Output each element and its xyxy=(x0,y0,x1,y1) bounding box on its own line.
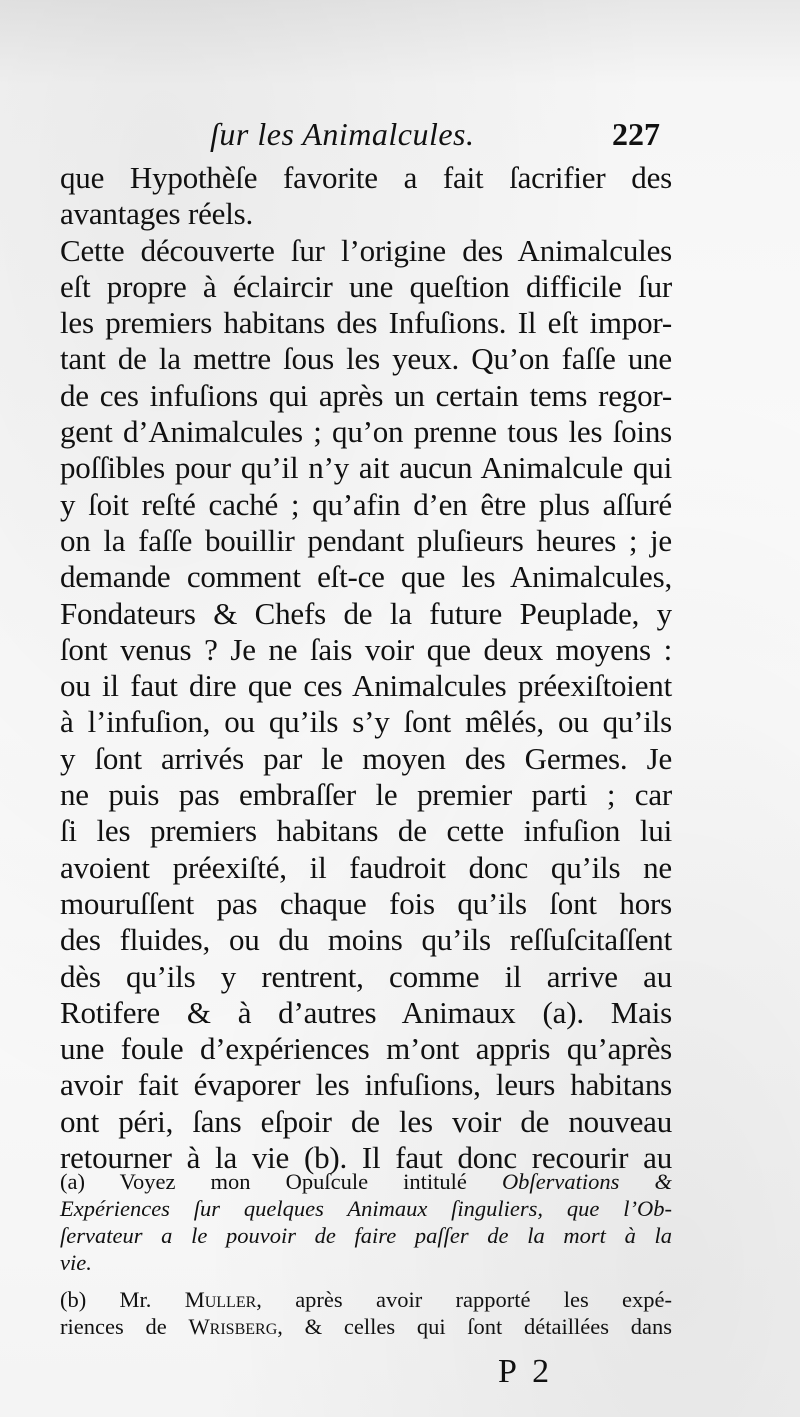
footnote-b-prefix-2: riences de xyxy=(60,1314,189,1339)
body-line: que Hypothèſe favorite a fait ſacrifier des xyxy=(60,160,672,195)
body-line: à l’infuſion, ou qu’ils s’y ſont mêlés, ou qu’ils xyxy=(60,704,672,740)
body-line: des fluides, ou du moins qu’ils reſſuſcitaſſent xyxy=(60,922,672,958)
footnote-a-prefix: (a) Voyez mon Opuſcule intitulé xyxy=(60,1169,502,1194)
body-line: ſont venus ? Je ne ſais voir que deux moyens : xyxy=(60,631,672,667)
footnote-b-text-2: , & celles qui ſont détaillées dans xyxy=(277,1314,672,1339)
body-line: eſt propre à éclaircir une queſtion difficile ſur xyxy=(60,268,672,304)
page-number: 227 xyxy=(612,116,660,152)
body-line: Cette découverte ſur l’origine des Animalcules xyxy=(60,232,672,268)
body-line: avoir fait évaporer les infuſions, leurs habitans xyxy=(60,1067,672,1103)
body-line: retourner à la vie (b). Il faut donc recourir au xyxy=(60,1140,672,1176)
body-line: ne puis pas embraſſer le premier parti ; car xyxy=(60,777,672,813)
body-text xyxy=(60,160,672,1176)
footnote-b-line xyxy=(60,1313,672,1340)
footnote-gap xyxy=(60,1276,672,1286)
body-line: mouruſſent pas chaque fois qu’ils ſont hors xyxy=(60,885,672,921)
body-line: on la faſſe bouillir pendant pluſieurs heures ; je xyxy=(60,522,672,558)
signature-mark: P 2 xyxy=(498,1353,554,1390)
body-line: ont péri, ſans eſpoir de les voir de nouveau xyxy=(60,1103,672,1139)
running-title: ſur les Animalcules. xyxy=(210,116,475,152)
footnote-a-line xyxy=(60,1168,672,1195)
footnote-b-text: , après avoir rapporté les expé- xyxy=(256,1287,673,1312)
footnote-b-line xyxy=(60,1286,672,1313)
body-line: Fondateurs & Chefs de la future Peuplade, y xyxy=(60,595,672,631)
footnotes xyxy=(60,1168,672,1340)
body-line: ſi les premiers habitans de cette infuſion lui xyxy=(60,813,672,849)
body-line: poſſibles pour qu’il n’y ait aucun Animalcule qui xyxy=(60,450,672,486)
footnote-a-line: ſervateur a le pouvoir de faire paſſer de la mort à la xyxy=(60,1223,672,1248)
body-line: avoient préexiſté, il faudroit donc qu’ils ne xyxy=(60,849,672,885)
body-line: y ſont arrivés par le moyen des Germes. Je xyxy=(60,740,672,776)
footnote-b-author: Muller xyxy=(184,1287,257,1312)
body-line: les premiers habitans des Infuſions. Il eſt impor- xyxy=(60,305,672,341)
body-line: une foule d’expériences m’ont appris qu’après xyxy=(60,1031,672,1067)
body-line: ou il faut dire que ces Animalcules préexiſtoient xyxy=(60,668,672,704)
body-line: gent d’Animalcules ; qu’on prenne tous les ſoins xyxy=(60,414,672,450)
body-line: Rotifere & à d’autres Animaux (a). Mais xyxy=(60,994,672,1030)
body-line: y ſoit reſté caché ; qu’afin d’en être plus aſſuré xyxy=(60,486,672,522)
body-line: avantages réels. xyxy=(60,196,254,232)
footnote-a-line: Expériences ſur quelques Animaux ſinguliers, que l’Ob- xyxy=(60,1196,672,1221)
footnote-a-title: Obſervations & xyxy=(501,1169,672,1194)
body-line: demande comment eſt-ce que les Animalcules, xyxy=(60,559,672,595)
body-line: tant de la mettre ſous les yeux. Qu’on faſſe une xyxy=(60,341,672,377)
footnote-a-line: vie. xyxy=(60,1250,92,1275)
footnote-b-prefix: (b) Mr. xyxy=(60,1287,185,1312)
footnote-b-author-2: Wrisberg xyxy=(188,1314,278,1339)
running-head xyxy=(60,112,660,160)
body-line: dès qu’ils y rentrent, comme il arrive au xyxy=(60,958,672,994)
body-line: de ces infuſions qui après un certain tems regor- xyxy=(60,377,672,413)
